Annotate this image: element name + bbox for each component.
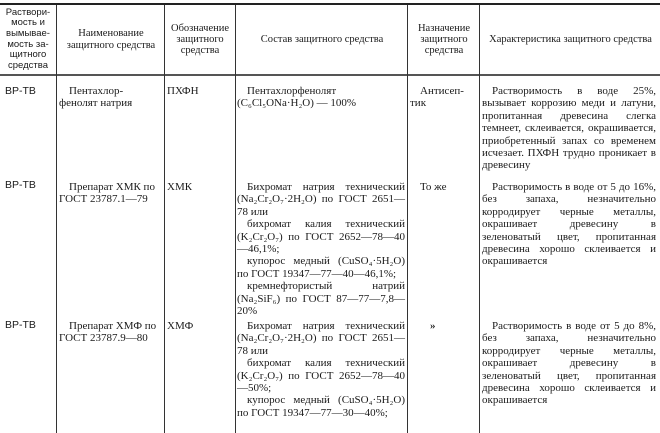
composition-line: Бихромат натрия технический (Na₂Cr₂O₇·2H₂O) по ГОСТ 2651—78 или (237, 181, 405, 218)
row2-characteristic: Растворимость в воде от 5 до 16%, без запаха, незначительно корродирует черные металлы, окрашивает древесину в зеленоватый цвет, пропитанная древесина хорошо склеивается и окрашивается (482, 181, 656, 268)
header-solubility (0, 5, 56, 74)
row2-composition (237, 181, 405, 317)
composition-line: Бихромат натрия технический (Na₂Cr₂O₇·2H₂O) по ГОСТ 2651—78 или (237, 320, 405, 357)
column-divider (479, 5, 480, 433)
composition-line: купорос медный (CuSO₄·5H₂O) по ГОСТ 19347—77—40—46,1%; (237, 255, 405, 280)
header-solubility-text: Раствори-мость и вымывае-мость за-щитного средства (5, 6, 51, 71)
row1-solubility: ВР-ТВ (5, 85, 36, 97)
header-designation (166, 5, 234, 74)
composition-line: кремнефтористый натрий (Na₂SiF₆) по ГОСТ 87—77—7,8—20% (237, 280, 405, 318)
row2-purpose: То же (420, 181, 447, 193)
column-divider (164, 5, 165, 433)
header-composition (237, 5, 407, 74)
row3-purpose-ditto: » (430, 320, 436, 332)
header-designation-text: Обозначение защитного средства (170, 22, 230, 57)
column-divider (235, 5, 236, 433)
header-name-text: Наименование защитного средства (66, 28, 156, 51)
composition-line: купорос медный (CuSO₄·5H₂O) по ГОСТ 19347—77—30—40%; (237, 394, 405, 419)
row3-name: Препарат ХМФ по ГОСТ 23787.9—80 (59, 320, 157, 345)
composition-line: бихромат калия технический (K₂Cr₂O₇) по ГОСТ 2652—78—40—50%; (237, 357, 405, 395)
header-characteristic-text: Характеристика защитного средства (489, 33, 652, 45)
row1-composition (237, 85, 405, 110)
column-divider (56, 5, 57, 433)
row3-solubility: ВР-ТВ (5, 319, 36, 331)
header-name (58, 5, 164, 74)
row1-characteristic: Растворимость в воде 25%, вызывает коррозию меди и латуни, пропитанная древесина слегка темнеет, склеивается, окрашивается, приобретенный запах со временем исчезает. ПХФН трудно проникает в древесину (482, 85, 656, 172)
column-divider (407, 5, 408, 433)
row1-purpose: Антисеп-тик (410, 85, 464, 110)
row3-characteristic: Растворимость в воде от 5 до 8%, без запаха, незначительно корродирует черные металлы, окрашивает древесину в зеленоватый цвет, пропитанная древесина хорошо склеивается и окрашивается (482, 320, 656, 407)
row3-designation: ХМФ (167, 320, 194, 332)
composition-line: бихромат калия технический (K₂Cr₂O₇) по ГОСТ 2652—78—40—46,1%; (237, 218, 405, 256)
row1-name: Пентахлор-фенолят натрия (59, 85, 133, 110)
row2-solubility: ВР-ТВ (5, 179, 36, 191)
header-composition-text: Состав защитного средства (260, 33, 384, 45)
header-characteristic (481, 5, 660, 74)
header-bottom-rule (0, 74, 660, 76)
row1-designation: ПХФН (167, 85, 199, 97)
composition-line: Пентахлорфенолят (C₆Cl₅ONa·H₂O) — 100% (237, 85, 357, 110)
header-purpose-text: Назначение защитного средства (417, 22, 471, 57)
row2-designation: ХМК (167, 181, 193, 193)
row3-composition (237, 320, 405, 419)
row2-name: Препарат ХМК по ГОСТ 23787.1—79 (59, 181, 155, 206)
header-purpose (409, 5, 479, 74)
